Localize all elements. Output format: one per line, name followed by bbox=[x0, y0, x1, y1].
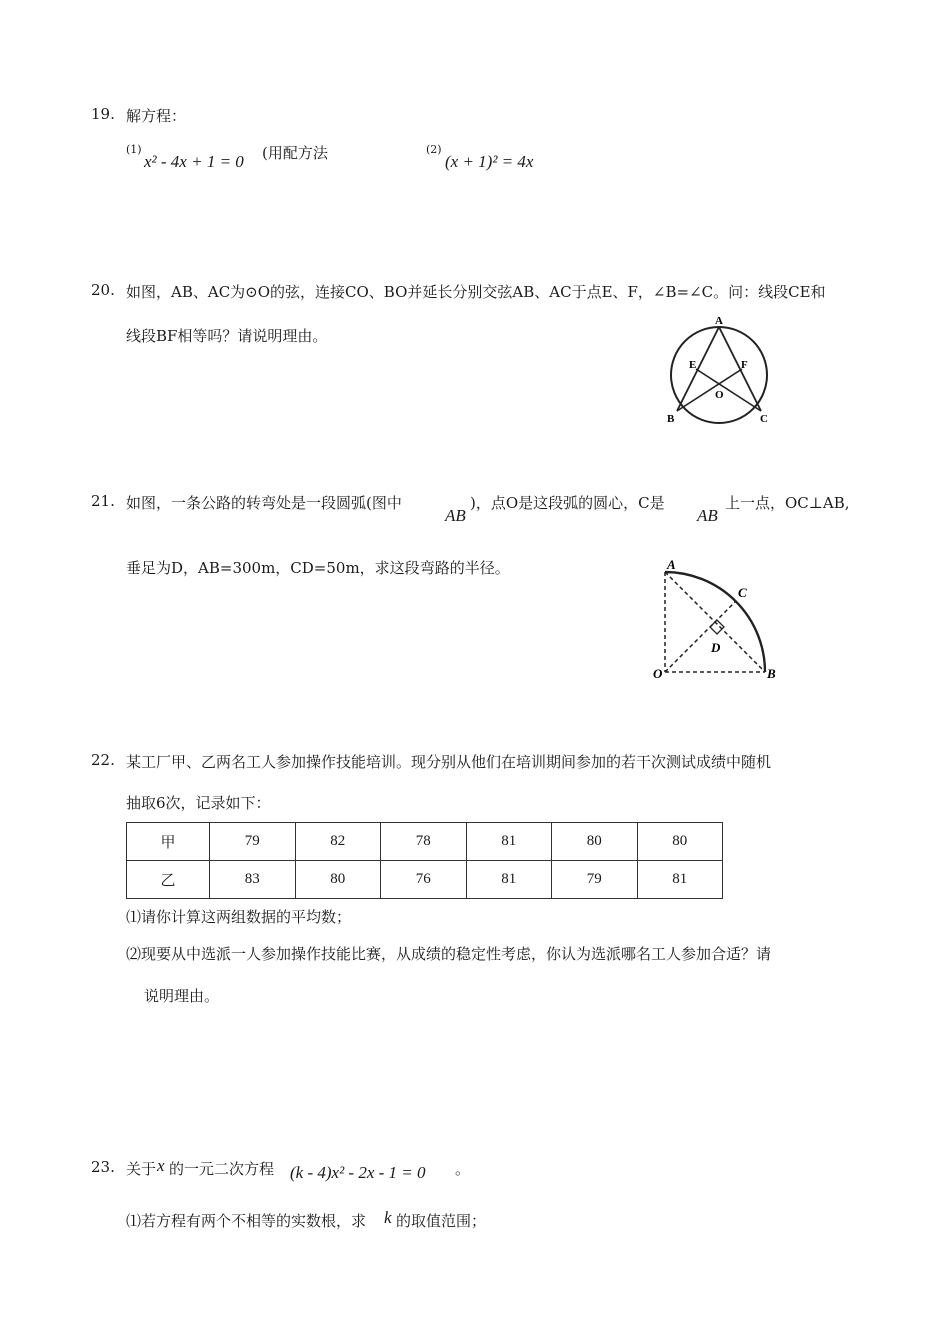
q23-lead-b: 的一元二次方程 bbox=[169, 1160, 275, 1178]
q21-line2: 垂足为D，AB=300m，CD=50m，求这段弯路的半径。 bbox=[126, 559, 510, 577]
q21-line1-b: )，点O是这段弧的圆心，C是 bbox=[470, 494, 665, 512]
q21-arc-ab-2: AB bbox=[697, 506, 718, 525]
q23-lead-a: 关于 bbox=[126, 1160, 157, 1178]
q23-var-x: x bbox=[157, 1156, 165, 1175]
q21-number: 21. bbox=[91, 492, 115, 510]
table-cell: 80 bbox=[295, 861, 381, 899]
table-cell: 81 bbox=[466, 823, 552, 861]
q22-line1: 某工厂甲、乙两名工人参加操作技能培训。现分别从他们在培训期间参加的若干次测试成绩中随机 bbox=[126, 753, 772, 771]
q23-sub1-b: 的取值范围； bbox=[396, 1212, 487, 1230]
q21-label-c: C bbox=[738, 585, 747, 600]
table-cell: 78 bbox=[381, 823, 467, 861]
q20-label-b: B bbox=[667, 413, 675, 425]
q23-end: 。 bbox=[455, 1160, 471, 1178]
q21-label-o: O bbox=[653, 666, 663, 681]
q20-line1: 如图，AB、AC为⊙O的弦，连接CO、BO并延长分别交弦AB、AC于点E、F，∠B=∠C。问：线段CE和 bbox=[126, 283, 826, 301]
q20-label-f: F bbox=[741, 359, 748, 371]
q19-part2-label: (2) bbox=[426, 143, 442, 156]
score-table bbox=[126, 822, 723, 899]
table-cell: 乙 bbox=[127, 861, 210, 899]
q19-number: 19. bbox=[91, 105, 115, 123]
q20-circle-figure bbox=[660, 310, 790, 430]
table-cell: 81 bbox=[466, 861, 552, 899]
q21-line1-c: 上一点，OC⊥AB, bbox=[725, 494, 850, 512]
q23-equation: (k - 4)x² - 2x - 1 = 0 bbox=[290, 1163, 426, 1182]
q21-label-d: D bbox=[711, 640, 721, 655]
q22-sub2-line1: ⑵现要从中选派一人参加操作技能比赛，从成绩的稳定性考虑，你认为选派哪名工人参加合适？请 bbox=[126, 945, 772, 963]
q19-part2-equation: (x + 1)² = 4x bbox=[445, 152, 534, 171]
q23-var-k: k bbox=[384, 1208, 392, 1227]
table-cell: 80 bbox=[552, 823, 638, 861]
q22-number: 22. bbox=[91, 751, 115, 769]
q23-sub1-a: ⑴若方程有两个不相等的实数根，求 bbox=[126, 1212, 367, 1230]
table-cell: 81 bbox=[637, 861, 723, 899]
table-row bbox=[127, 861, 723, 899]
q22-sub1: ⑴请你计算这两组数据的平均数； bbox=[126, 908, 352, 926]
q21-road-figure bbox=[645, 555, 790, 685]
table-cell: 82 bbox=[295, 823, 381, 861]
q22-line2: 抽取6次，记录如下： bbox=[126, 794, 271, 812]
q20-line2: 线段BF相等吗？请说明理由。 bbox=[126, 327, 328, 345]
q19-part1-note: (用配方法 bbox=[262, 144, 328, 162]
table-cell: 79 bbox=[210, 823, 296, 861]
q21-label-a: A bbox=[667, 557, 676, 572]
q21-label-b: B bbox=[767, 666, 776, 681]
q20-label-c: C bbox=[760, 413, 768, 425]
q20-label-o: O bbox=[715, 389, 724, 401]
q20-label-a: A bbox=[715, 315, 723, 327]
q23-number: 23. bbox=[91, 1158, 115, 1176]
q21-line1-a: 如图，一条公路的转弯处是一段圆弧(图中 bbox=[126, 494, 402, 512]
table-cell: 80 bbox=[637, 823, 723, 861]
q20-number: 20. bbox=[91, 281, 115, 299]
q21-arc-ab-1: AB bbox=[445, 506, 466, 525]
table-cell: 83 bbox=[210, 861, 296, 899]
table-row bbox=[127, 823, 723, 861]
q22-sub2-line2: 说明理由。 bbox=[144, 987, 220, 1005]
table-cell: 79 bbox=[552, 861, 638, 899]
q19-part1-equation: x² - 4x + 1 = 0 bbox=[144, 152, 244, 171]
q19-part1-label: (1) bbox=[126, 143, 142, 156]
q19-title: 解方程： bbox=[126, 107, 187, 125]
table-cell: 76 bbox=[381, 861, 467, 899]
q20-label-e: E bbox=[689, 359, 697, 371]
table-cell: 甲 bbox=[127, 823, 210, 861]
